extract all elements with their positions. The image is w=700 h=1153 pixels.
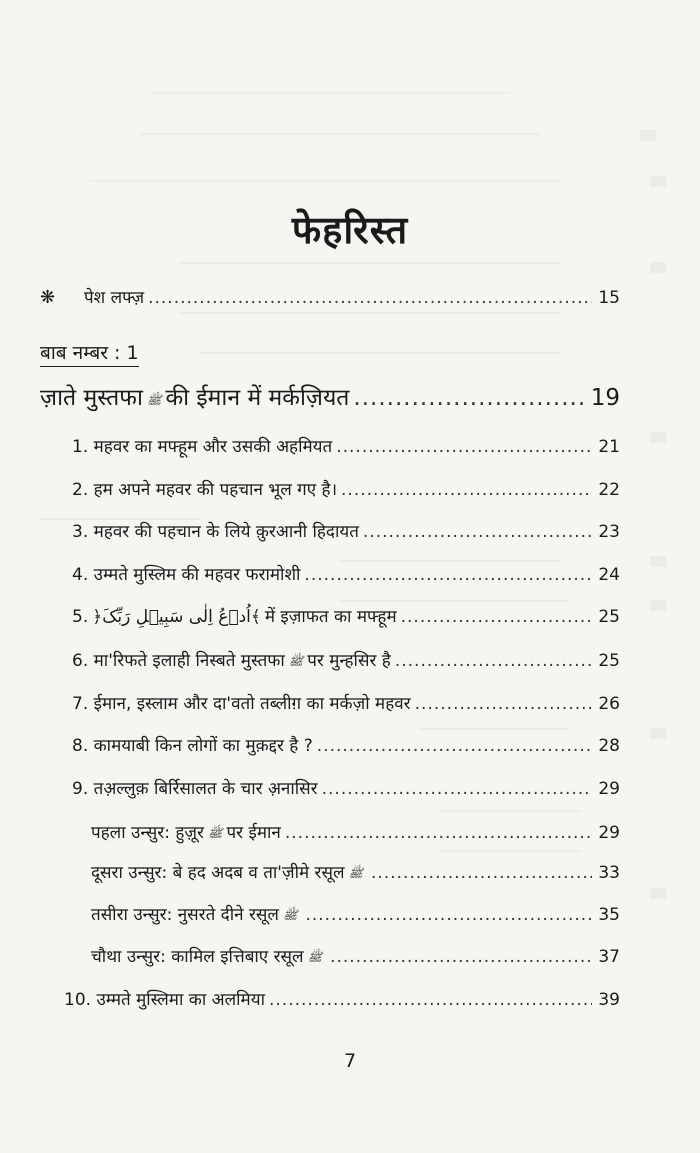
chapter-label: बाब नम्बर : 1 [40, 339, 139, 367]
entry-label: 5. [72, 607, 89, 627]
entry-page: 15 [598, 288, 620, 308]
entry-label: 2. हम अपने महवर की पहचान भूल गए है। [72, 480, 338, 500]
entry-page: 21 [598, 437, 620, 457]
toc-subentry[interactable] [91, 944, 620, 967]
entry-label: 3. महवर की पहचान के लिये क़ुरआनी हिदायत [72, 522, 359, 542]
toc-entry[interactable] [72, 434, 620, 457]
toc-subentry[interactable] [91, 902, 620, 925]
dot-leader [285, 823, 593, 843]
entry-label-continued: पर ईमान [226, 823, 281, 843]
entry-page: 39 [598, 990, 620, 1010]
entry-label: पहला उन्सुर: हुज़ूर [91, 823, 204, 843]
entry-page: 26 [598, 694, 620, 714]
entry-label: पेश लफ्ज़ [84, 288, 145, 308]
toc-entry[interactable] [72, 733, 620, 756]
entry-label: ज़ाते मुस्तफा [40, 385, 143, 411]
entry-label: 9. तअ़ल्लुक़ बिर्रिसालत के चार अ़नासिर [72, 779, 318, 799]
entry-page: 35 [598, 905, 620, 925]
dot-leader [330, 947, 592, 967]
toc-entry[interactable] [72, 604, 620, 627]
salutation-glyph: ﷺ [288, 654, 304, 668]
entry-page: 23 [598, 522, 620, 542]
toc-subentry[interactable] [91, 860, 620, 883]
dot-leader [269, 990, 592, 1010]
entry-page: 25 [598, 607, 620, 627]
entry-label-continued: में इज़ाफत का मफ्हूम [264, 607, 397, 627]
entry-page: 25 [598, 651, 620, 671]
entry-label: 10. उम्मते मुस्लिमा का अलमिया [64, 990, 265, 1010]
entry-label: 4. उम्मते मुस्लिम की महवर फरामोशी [72, 565, 301, 585]
salutation-glyph: ﷺ [207, 826, 223, 840]
dot-leader [305, 905, 592, 925]
salutation-glyph: ﷺ [307, 950, 323, 964]
entry-page: 29 [598, 779, 620, 799]
entry-page: 24 [598, 565, 620, 585]
dot-leader [322, 779, 593, 799]
dot-leader [401, 607, 593, 627]
toc-entry-foreword[interactable] [40, 285, 620, 308]
entry-page: 22 [598, 480, 620, 500]
entry-page: 28 [598, 736, 620, 756]
entry-label: तसीरा उन्सुर: नुसरते दीने रसूल [91, 905, 279, 925]
entry-label: 1. महवर का मफ्हूम और उसकी अहमियत [72, 437, 333, 457]
toc-entry[interactable] [72, 691, 620, 714]
entry-label-continued: की ईमान में मर्कज़ियत [165, 385, 350, 411]
entry-label-continued: पर मुन्हसिर है [307, 651, 391, 671]
entry-page: 33 [598, 863, 620, 883]
page-number: 7 [343, 1050, 357, 1072]
salutation-glyph: ﷺ [146, 393, 162, 407]
entry-page: 19 [590, 385, 620, 411]
dot-leader [148, 288, 592, 308]
salutation-glyph: ﷺ [348, 866, 364, 880]
toc-entry[interactable] [72, 776, 620, 799]
dot-leader [341, 480, 592, 500]
dot-leader [353, 385, 584, 411]
entry-label: दूसरा उन्सुर: बे हद अदब व ता'ज़ीमे रसूल [91, 863, 345, 883]
toc-entry[interactable] [72, 648, 620, 671]
dot-leader [336, 437, 592, 457]
dot-leader [363, 522, 592, 542]
entry-label: 8. कामयाबी किन लोगों का मुक़द्दर है ? [72, 736, 313, 756]
toc-subentry[interactable] [91, 820, 620, 843]
toc-entry[interactable] [64, 987, 620, 1010]
asterism-icon: ❋ [40, 287, 56, 308]
dot-leader [415, 694, 593, 714]
toc-entry[interactable] [72, 562, 620, 585]
entry-label: 7. ईमान, इस्लाम और दा'वतो तब्लीग़ का मर्कज़ो महवर [72, 694, 411, 714]
toc-entry[interactable] [72, 519, 620, 542]
page-title: फेहरिस्त [291, 208, 409, 252]
toc-entry-chapter-heading[interactable] [40, 380, 620, 412]
entry-page: 37 [598, 947, 620, 967]
dot-leader [304, 565, 592, 585]
entry-page: 29 [598, 823, 620, 843]
salutation-glyph: ﷺ [282, 908, 298, 922]
arabic-verse: ﴿اُدۡعُ اِلٰی سَبِیۡلِ رَبِّکَ﴾ [92, 607, 261, 627]
dot-leader [371, 863, 592, 883]
dot-leader [395, 651, 593, 671]
entry-label: 6. मा'रिफते इलाही निस्बते मुस्तफा [72, 651, 285, 671]
entry-label: चौथा उन्सुर: कामिल इत्तिबाए रसूल [91, 947, 304, 967]
dot-leader [317, 736, 593, 756]
toc-entry[interactable] [72, 477, 620, 500]
